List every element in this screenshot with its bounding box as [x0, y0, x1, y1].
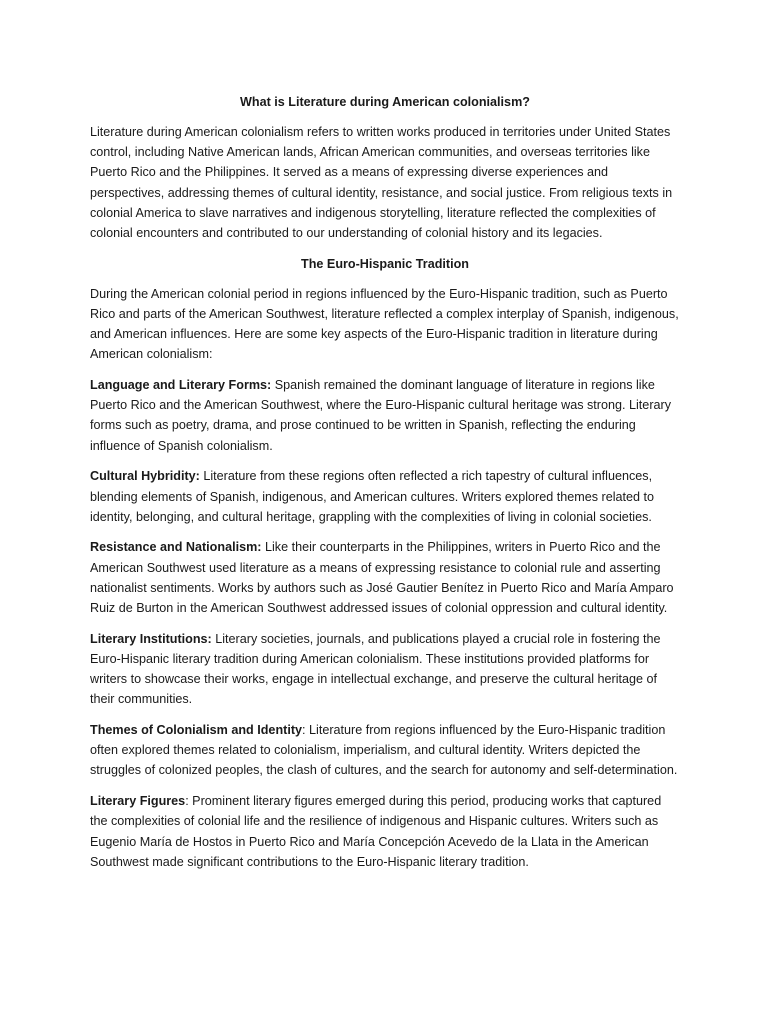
aspect-paragraph-hybridity [90, 466, 680, 527]
section-intro-paragraph: During the American colonial period in regions influenced by the Euro-Hispanic tradition, such as Puerto Rico and parts of the American Southwest, literature reflected a complex interplay of Spanish, indigenous, and American influences. Here are some key aspects of the Euro-Hispanic tradition in literature during American colonialism: [90, 286, 679, 362]
aspect-text: Literary societies, journals, and publications played a crucial role in fostering the Euro-Hispanic literary tradition during American colonialism. These institutions provided platforms for writers to showcase their works, engage in intellectual exchange, and preserve the cultural heritage of their communities. [90, 631, 661, 707]
aspect-text: Like their counterparts in the Philippines, writers in Puerto Rico and the American Southwest used literature as a means of expressing resistance to colonial rule and asserting nationalist sentiments. Works by authors such as José Gautier Benítez in Puerto Rico and María Amparo Ruiz de Burton in the American Southwest addressed issues of colonial oppression and cultural identity. [90, 540, 674, 616]
aspect-paragraph-resistance [90, 537, 680, 618]
aspect-text: Spanish remained the dominant language of literature in regions like Puerto Rico and the American Southwest, where the Euro-Hispanic cultural heritage was strong. Literary forms such as poetry, drama, and prose continued to be written in Spanish, reflecting the enduring influence of Spanish colonialism. [90, 378, 672, 453]
document-body [90, 92, 680, 883]
intro-paragraph: Literature during American colonialism refers to written works produced in territories under United States control, including Native American lands, African American communities, and overseas territories like Puerto Rico and the Philippines. It served as a means of expressing diverse experiences and perspectives, addressing themes of cultural identity, resistance, and social justice. From religious texts in colonial America to slave narratives and indigenous storytelling, literature reflected the complexities of colonial encounters and contributed to our understanding of colonial history and its legacies. [90, 125, 673, 241]
aspect-text: : Prominent literary figures emerged during this period, producing works that captured the complexities of colonial life and the resilience of indigenous and Hispanic cultures. Writers such as Eugenio María de Hostos in Puerto Rico and María Concepción Acevedo de la Llata in the American Southwest made significant contributions to the Euro-Hispanic literary tradition. [90, 794, 662, 869]
aspect-paragraph-figures [90, 791, 680, 872]
aspect-text: Literature from these regions often reflected a rich tapestry of cultural influences, blending elements of Spanish, indigenous, and American cultures. Writers explored themes related to identity, belonging, and cultural heritage, grappling with the complexities of living in colonial societies. [90, 469, 655, 524]
aspect-heading: Cultural Hybridity: [90, 469, 200, 484]
aspect-heading: Language and Literary Forms: [90, 378, 272, 393]
section-title: The Euro-Hispanic Tradition [301, 256, 469, 271]
aspect-heading: Themes of Colonialism and Identity [90, 723, 303, 738]
aspect-heading: Literary Figures [90, 794, 186, 809]
aspect-paragraph-institutions [90, 629, 680, 710]
aspect-heading: Literary Institutions: [90, 631, 212, 646]
aspect-paragraph-language [90, 375, 680, 456]
aspect-paragraph-themes [90, 720, 680, 781]
aspect-text: : Literature from regions influenced by the Euro-Hispanic tradition often explored themes related to colonialism, imperialism, and cultural identity. Writers depicted the struggles of colonized peoples, the clash of cultures, and the search for autonomy and self-determination. [90, 723, 678, 778]
document-title: What is Literature during American colonialism? [240, 95, 530, 109]
aspect-heading: Resistance and Nationalism: [90, 540, 262, 555]
